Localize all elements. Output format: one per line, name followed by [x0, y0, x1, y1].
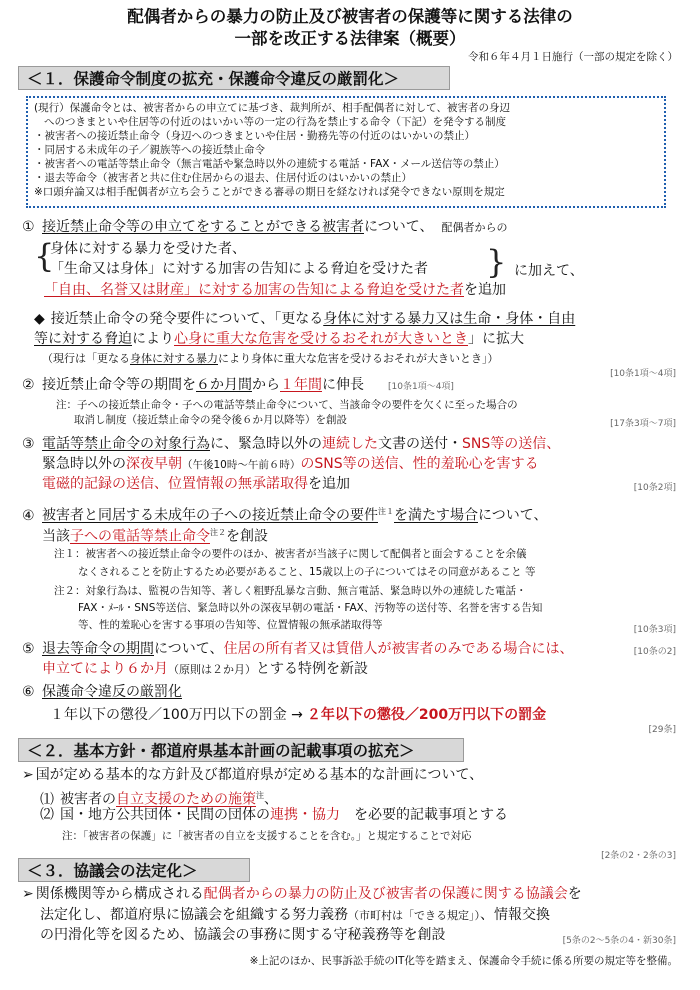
item-3-text: 連続した [322, 436, 378, 452]
doc-title-line-2: 一部を改正する法律案（概要） [234, 29, 466, 48]
item-3-text: （午後10時～午前６時） [182, 459, 301, 471]
item-6-text: １年以下の懲役／100万円以下の罰金 → [50, 707, 303, 723]
item-4-text: 子への電話等禁止命令 [70, 528, 210, 545]
item-1b-line-3 [42, 351, 499, 366]
section-3-text: （市町村は「できる規定」） [348, 909, 480, 922]
item-4-note-2-1: 注２：対象行為は、監視の告知等、著しく粗野乱暴な言動、無言電話、緊急時以外の連続した電話・ [54, 585, 527, 597]
item-number: ⑥ [22, 684, 35, 700]
box-line: ・被害者への電話等禁止命令（無言電話や緊急時以外の連続する電話・FAX・メール送信等の禁止） [34, 158, 505, 170]
item-1b-line-2 [34, 330, 524, 349]
brace-line-1: 身体に対する暴力を受けた者、 [50, 241, 246, 257]
item-3-text: 緊急時以外の [42, 456, 126, 472]
item-3-text: 電話等禁止命令の対象行為 [42, 436, 210, 452]
item-number: ③ [22, 436, 35, 452]
item-5-line-2 [42, 660, 368, 679]
item-3-text: のSNS等の送信、性的羞恥心を害する [300, 456, 539, 472]
item-6-penalty [50, 706, 546, 725]
item-3-line-1 [22, 435, 560, 454]
ref-tag: [10条1項～4項] [388, 382, 454, 392]
item-5-line-1 [22, 640, 573, 659]
item-1-added-text: 「自由、名誉又は財産」に対する加害の告知による脅迫を受けた者 [44, 282, 464, 298]
doc-title-line-1: 配偶者からの暴力の防止及び被害者の保護等に関する法律の [127, 7, 573, 26]
section-2-text: 国・地方公共団体・民間の団体の [60, 807, 270, 823]
item-5-text: とする特例を新設 [256, 661, 368, 677]
item-1-heading [22, 218, 507, 237]
section-2-intro [22, 766, 483, 785]
section-2-note: 注：「被害者の保護」に「被害者の自立を支援することを含む。」と規定することで対応 [62, 830, 472, 842]
box-line: へのつきまといや住居等の付近のはいかい等の一定の行為を禁止する命令（下記）を発令する制度 [44, 116, 506, 128]
item-2-text: １年間 [280, 377, 322, 393]
section-2-sup: 注 [256, 791, 264, 800]
section-2-text: 連携・協力 [270, 807, 340, 823]
item-number: ⑤ [22, 641, 35, 657]
item-number: ① [22, 219, 35, 235]
section-2-point-2 [40, 806, 508, 825]
item-2-heading [22, 376, 454, 397]
item-3-text: 電磁的記録の送信、位置情報の無承諾取得 [42, 476, 308, 492]
section-3-line-3: の円滑化等を図るため、協議会の事務に関する守秘義務等を創設 [40, 927, 446, 943]
item-2-text: に伸長 [322, 377, 364, 393]
item-4-note-1-2: なくされることを防止するため必要があること、15歳以上の子についてはその同意があること 等 [78, 566, 536, 578]
section-3-line-1 [22, 885, 582, 904]
ref-tag: [29条] [648, 725, 676, 735]
item-5-text: （原則は２か月） [168, 663, 256, 676]
ref-tag: [17条3項～7項] [610, 419, 676, 429]
item-4-note-2-3: 等、性的羞恥心を害する事項の告知等、位置情報の無承諾取得等 [78, 619, 383, 631]
ref-tag: [2条の2・2条の3] [601, 851, 676, 861]
item-4-sup: 注１ [378, 507, 394, 516]
item-5-text: について、 [154, 641, 224, 657]
point-number: ⑴ [40, 791, 54, 808]
item-6-heading [22, 683, 182, 702]
ref-tag: [10条3項] [633, 625, 676, 635]
item-4-note-1-1: 注１：被害者への接近禁止命令の要件のほか、被害者が当該子に関して配偶者と面会することを余儀 [54, 548, 527, 560]
section-2-text: 国が定める基本的な方針及び都道府県が定める基本的な計画について、 [35, 767, 484, 783]
section-3-text: 関係機関等から構成される [35, 886, 204, 902]
item-number: ② [22, 377, 35, 393]
ref-tag: [10条2項] [633, 483, 676, 493]
effective-date: 令和６年４月１日施行（一部の規定を除く） [468, 51, 678, 63]
arrow-icon: ➢ [22, 886, 34, 902]
item-5-text: 退去等命令の期間 [42, 641, 154, 657]
item-5-text: 住居の所有者又は賃借人が被害者のみである場合には、 [223, 641, 574, 657]
item-4-text: 被害者と同居する未成年の子への接近禁止命令の要件 [42, 507, 378, 524]
section-1-header: ＜１．保護命令制度の拡充・保護命令違反の厳罰化＞ [18, 66, 450, 90]
ref-tag: [5条の2～5条の4・新30条] [562, 936, 676, 946]
section-2-text: を必要的記載事項とする [354, 807, 508, 823]
arrow-icon: ➢ [22, 767, 34, 783]
section-3-text: を [567, 886, 582, 902]
item-3-text: 深夜早朝 [126, 456, 182, 472]
item-3-text: 文書の送付・ [378, 436, 462, 452]
section-2-text: 自立支援のための施策 [116, 791, 256, 808]
item-1-added [44, 281, 506, 300]
brace-line-2: 「生命又は身体」に対する加害の告知による脅迫を受けた者 [50, 261, 428, 277]
item-2-text: から [252, 377, 280, 393]
box-line: ・同居する未成年の子／親族等への接近禁止命令 [34, 144, 265, 156]
item-2-text: ６か月間 [196, 377, 252, 393]
item-1b-line-1 [34, 310, 575, 329]
item-3-text: SNS等の送信、 [462, 436, 561, 452]
footer-note: ※上記のほか、民事訴訟手続のIT化等を踏まえ、保護命令手続に係る所要の規定等を整備。 [249, 955, 678, 967]
item-4-line-2 [42, 523, 268, 547]
section-2-header: ＜２．基本方針・都道府県基本計画の記載事項の拡充＞ [18, 738, 464, 762]
item-4-note-2-2: FAX・ﾒｰﾙ・SNS等送信、緊急時以外の深夜早朝の電話・FAX、汚物等の送付等、名誉を害する告知 [78, 602, 543, 614]
section-2-text: 、 [264, 791, 278, 808]
item-number: ④ [22, 507, 35, 524]
box-line: (現行）保護命令とは、被害者からの申立てに基づき、裁判所が、相手配偶者に対して、被害者の身辺 [34, 102, 510, 114]
ref-tag: [10条の2] [633, 647, 676, 657]
item-6-text: ２年以下の懲役／200万円以下の罰金 [306, 707, 547, 723]
item-1b-text: 接近禁止命令の発令要件について、「更なる [50, 311, 324, 327]
box-line: ・退去等命令（被害者と共に住む住居からの退去、住居付近のはいかいの禁止） [34, 172, 412, 184]
item-1b-text: 身体に対する暴力 [130, 352, 218, 365]
item-5-text: 申立てにより６か月 [42, 661, 168, 677]
item-2-note-2: 取消し制度（接近禁止命令の発令後６か月以降等）を創設 [74, 414, 347, 426]
section-3-text: 配偶者からの暴力の防止及び被害者の保護に関する協議会 [203, 886, 568, 902]
section-3-line-2 [40, 906, 550, 925]
item-1b-text: 心身に重大な危害を受けるおそれが大きいとき [174, 331, 468, 347]
item-3-line-2 [42, 455, 539, 475]
item-1-head-after: について、 [364, 219, 434, 235]
item-4-text: を創設 [226, 528, 268, 545]
brace-after: に加えて、 [514, 263, 584, 279]
ref-tag: [10条1項～4項] [610, 369, 676, 379]
box-line: ・被害者への接近禁止命令（身辺へのつきまといや住居・勤務先等の付近のはいかいの禁止） [34, 130, 475, 142]
item-1b-text: 身体に対する暴力又は生命・身体・自由 [323, 311, 576, 327]
item-2-note-1: 注：子への接近禁止命令・子への電話等禁止命令について、当該命令の要件を欠くに至った場合の [56, 399, 518, 411]
section-2-text: 被害者の [60, 791, 116, 808]
diamond-bullet-icon: ◆ [34, 311, 45, 327]
item-4-text: を満たす場合 [394, 507, 478, 524]
item-3-text: に、緊急時以外の [210, 436, 322, 452]
item-1b-text: 等に対する脅迫 [34, 331, 132, 347]
right-brace: } [486, 243, 507, 281]
section-3-text: 法定化し、都道府県に協議会を組織する努力義務 [40, 907, 348, 923]
item-1b-text: （現行は「更なる [42, 352, 130, 365]
item-3-text: を追加 [308, 476, 350, 492]
item-1-head: 接近禁止命令等の申立てをすることができる被害者 [42, 219, 364, 235]
item-1-head-tail: 配偶者からの [441, 221, 508, 234]
item-2-text: 接近禁止命令等の期間を [42, 377, 196, 393]
item-4-text: について、 [478, 507, 548, 524]
section-3-text: 、情報交換 [480, 907, 550, 923]
current-system-box [26, 96, 666, 208]
item-1b-text: 」に拡大 [468, 331, 524, 347]
point-number: ⑵ [40, 807, 54, 823]
item-4-sup: 注２ [210, 528, 226, 537]
item-6-text: 保護命令違反の厳罰化 [42, 684, 182, 700]
item-3-line-3 [42, 475, 350, 494]
item-1-added-tail: を追加 [464, 282, 506, 298]
item-1b-text: により身体に重大な危害を受けるおそれが大きいとき」） [218, 352, 499, 365]
item-1b-text: により [132, 331, 174, 347]
box-line: ※口頭弁論又は相手配偶者が立ち会うことができる審尋の期日を経なければ発令できない原則を規定 [34, 186, 505, 198]
left-brace: { [34, 237, 55, 275]
section-3-header: ＜３．協議会の法定化＞ [18, 858, 250, 882]
item-4-text: 当該 [42, 528, 70, 545]
